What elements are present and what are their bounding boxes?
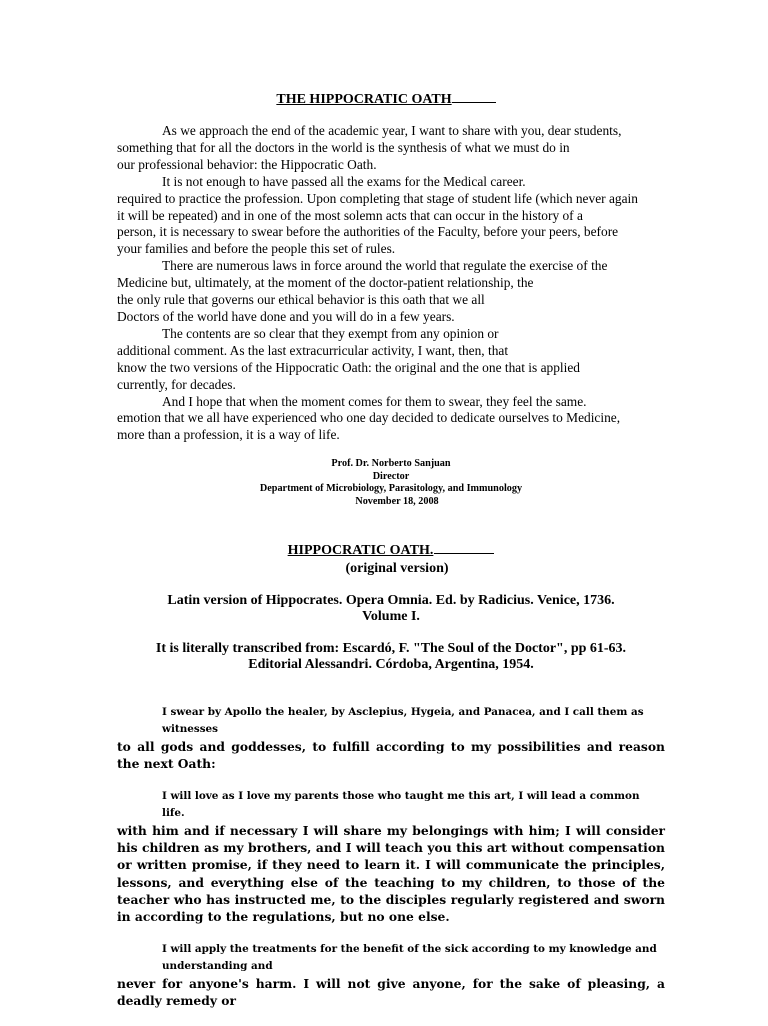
oath-paragraph-body: with him and if necessary I will share my belongings with him; I will consider his children as my brothers, and I will teach you this art without compensation or written promise, if they need to learn it. I will communicate the principles, lessons, and everything else of the teaching to my children, to those of the teacher who has instructed me, to the disciples regularly registered and sworn in according to the regulations, but no one else. — [117, 823, 665, 925]
oath-first-line: I will love as I love my parents those who taught me this art, I will lead a common life. — [162, 790, 640, 819]
text-line: something that for all the doctors in the world is the synthesis of what we must do in — [117, 139, 570, 155]
oath-paragraph — [117, 788, 665, 925]
oath-section-title — [117, 541, 665, 560]
oath-section-subtitle: (original version) — [345, 560, 449, 576]
signature-role: Director — [372, 470, 410, 482]
title-underline — [434, 552, 494, 554]
text-line: As we approach the end of the academic year, I want to share with you, dear students, — [162, 123, 622, 138]
source-info — [117, 593, 665, 625]
text-line: the only rule that governs our ethical behavior is this oath that we all — [117, 292, 485, 308]
oath-paragraph — [117, 941, 665, 1009]
intro-paragraph — [117, 123, 665, 174]
text-line: person, it is necessary to swear before the authorities of the Faculty, before your peers, before — [117, 224, 619, 240]
document-title-text: THE HIPPOCRATIC OATH — [276, 92, 452, 107]
oath-paragraph — [117, 704, 665, 772]
text-line: The contents are so clear that they exempt from any opinion or — [162, 325, 499, 341]
intro-paragraph — [117, 394, 665, 445]
transcription-line: Editorial Alessandri. Córdoba, Argentina, 1954. — [248, 656, 534, 672]
text-line: And I hope that when the moment comes for them to swear, they feel the same. — [162, 393, 587, 409]
text-line: emotion that we all have experienced who one day decided to dedicate ourselves to Medicine, — [117, 410, 621, 426]
text-line: additional comment. As the last extracurricular activity, I want, then, that — [117, 342, 509, 358]
transcription-line: It is literally transcribed from: Escardó, F. "The Soul of the Doctor", pp 61-63. — [155, 640, 627, 656]
oath-paragraph-body: never for anyone's harm. I will not give anyone, for the sake of pleasing, a deadly remedy or — [117, 976, 665, 1009]
transcription-info — [117, 641, 665, 673]
text-line: more than a profession, it is a way of life. — [117, 427, 340, 443]
oath-first-line: I will apply the treatments for the benefit of the sick according to my knowledge and understanding and — [162, 943, 657, 973]
signature-name: Prof. Dr. Norberto Sanjuan — [331, 458, 451, 470]
intro-body — [117, 123, 665, 444]
oath-paragraph-body: to all gods and goddesses, to fulfill according to my possibilities and reason the next Oath: — [117, 738, 665, 771]
oath-first-line: I swear by Apollo the healer, by Asclepius, Hygeia, and Panacea, and I call them as witnesses — [162, 705, 644, 735]
title-underline — [452, 101, 496, 103]
text-line: currently, for decades. — [117, 376, 236, 392]
source-line: Volume I. — [362, 608, 420, 624]
text-line: your families and before the people this set of rules. — [117, 241, 396, 257]
document-page — [117, 92, 665, 1026]
signature-date: November 18, 2008 — [355, 496, 439, 507]
text-line: It is not enough to have passed all the exams for the Medical career. — [162, 173, 526, 189]
text-line: Doctors of the world have done and you will do in a few years. — [117, 308, 455, 324]
text-line: it will be repeated) and in one of the most solemn acts that can occur in the history of a — [117, 207, 583, 223]
text-line: our professional behavior: the Hippocratic Oath. — [117, 156, 377, 172]
oath-title-text: HIPPOCRATIC OATH. — [287, 542, 434, 558]
intro-paragraph — [117, 258, 665, 326]
text-line: There are numerous laws in force around the world that regulate the exercise of the — [162, 258, 608, 274]
text-line: required to practice the profession. Upon completing that stage of student life (which never again — [117, 190, 638, 206]
source-line: Latin version of Hippocrates. Opera Omnia. Ed. by Radicius. Venice, 1736. — [167, 592, 615, 608]
oath-text — [117, 704, 665, 1010]
document-title — [117, 92, 665, 108]
signature-block — [117, 458, 665, 508]
text-line: know the two versions of the Hippocratic Oath: the original and the one that is applied — [117, 359, 580, 375]
intro-paragraph — [117, 174, 665, 259]
text-line: Medicine but, ultimately, at the moment of the doctor-patient relationship, the — [117, 275, 534, 291]
intro-paragraph — [117, 326, 665, 394]
signature-department: Department of Microbiology, Parasitology, and Immunology — [259, 483, 523, 495]
